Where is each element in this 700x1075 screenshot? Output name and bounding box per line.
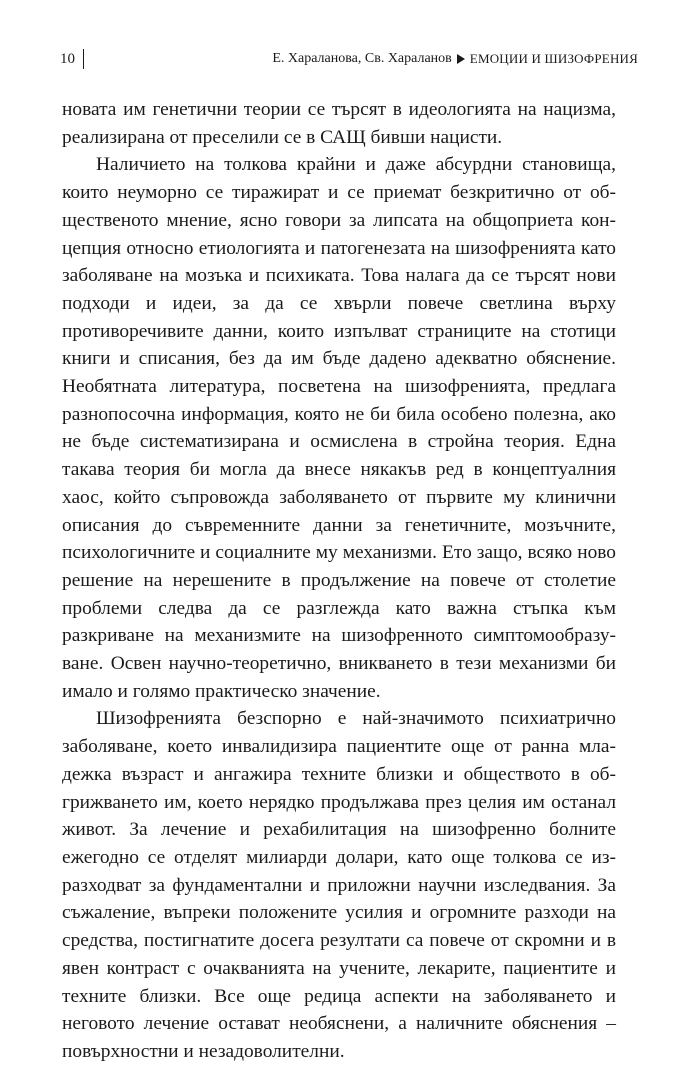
body-text (62, 96, 616, 1066)
triangle-right-icon (457, 54, 465, 64)
book-title: ЕМОЦИИ И ШИЗОФРЕНИЯ (469, 51, 638, 66)
paragraph-2: Наличието на толкова крайни и даже абсурдни становища, които неуморно се тиражират и се приемат безкритично от общественото мнение, ясно говори за липсата на общоприета концепция относно етиологията и патогенезата на шизофренията като заболяване на мозъка и психиката. Това налага да се търсят нови подходи и идеи, за да се хвърли повече светлина върху противоречивите данни, които изпълват страниците на стотици книги и списания, без да им бъде дадено адекватно обяснение. Необятната литература, посветена на шизофренията, предлага разнопосочна информация, която не би била особено полезна, ако не бъде систематизирана и осмислена в стройна теория. Една такава теория би могла да внесе някакъв ред в концептуалния хаос, който съпровожда заболяването от първите му клинични описания до съвременните данни за генетичните, мозъчните, психологичните и социалните му механизми. Ето защо, всяко ново решение на нерешените в продължение на повече от столетие проблеми следва да се разглежда като важна стъпка към разкриване на механизмите на шизофренното симптомообразуване. Освен научно-теоретично, вникването в тези механизми би имало и голямо практическо значение. (62, 154, 616, 702)
running-head (272, 51, 638, 67)
running-header (60, 48, 638, 70)
authors: Е. Хараланова, Св. Хараланов (272, 51, 452, 66)
page-number-block (60, 49, 84, 69)
page-number: 10 (60, 50, 75, 67)
paragraph-1: новата им генетични теории се търсят в идеологията на нацизма, реализирана от преселили се в САЩ бивши нацисти. (62, 99, 616, 148)
page-number-divider (83, 49, 84, 69)
paragraph-3: Шизофренията безспорно е най-значимото психиатрично заболяване, което инвалидизира пациентите още от ранна младежка възраст и ангажира техните близки и обществото в обгрижването им, което нерядко продължава през целия им останал живот. За лечение и рехабилитация на шизофренно болните ежегодно се отделят милиарди долари, като още толкова се изразходват за фундаментални и приложни научни изследвания. За съжаление, въпреки положените усилия и огромните разходи на средства, постигнатите досега резултати са повече от скромни и в явен контраст с очакванията на учените, лекарите, пациентите и техните близки. Все още редица аспекти на заболяването и неговото лечение остават необяснени, а наличните обяснения – повърхностни и незадоволителни. (62, 708, 616, 1062)
